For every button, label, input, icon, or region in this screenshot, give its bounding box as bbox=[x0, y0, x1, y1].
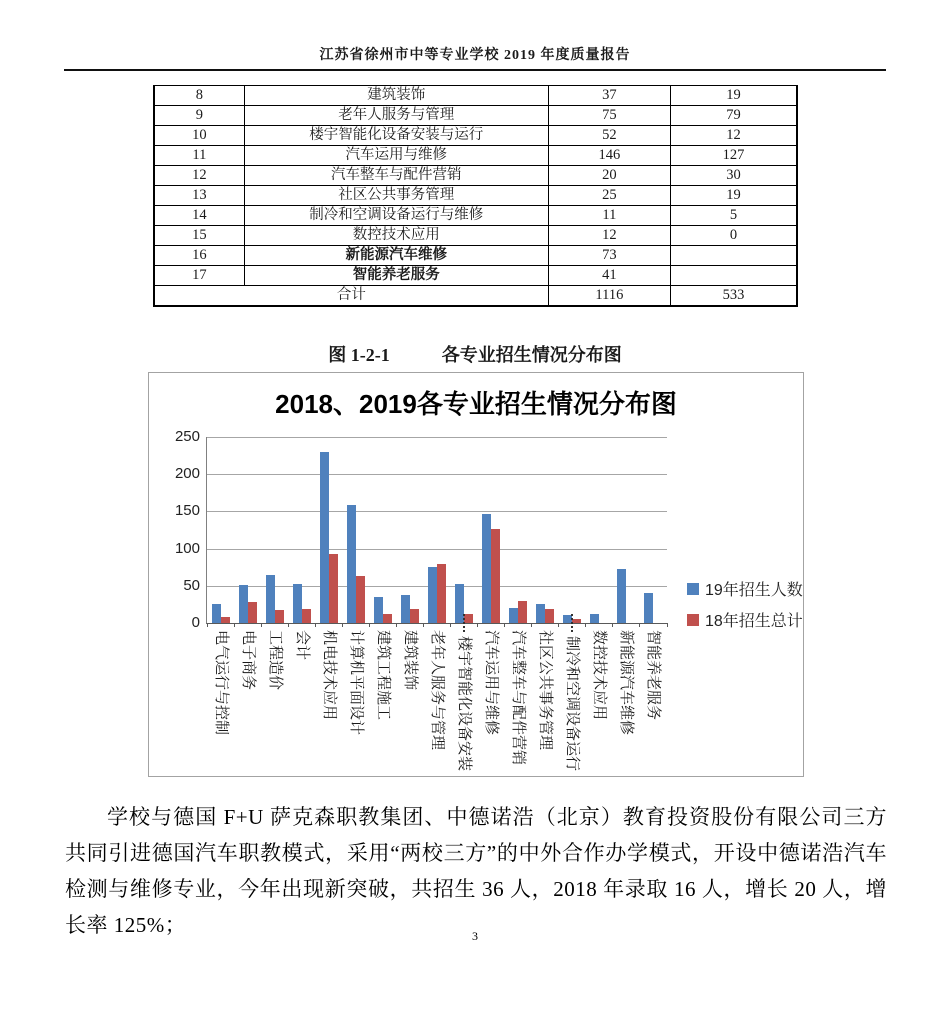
table-row bbox=[154, 206, 797, 226]
x-category-label: 电子商务 bbox=[239, 630, 257, 691]
gridline-150 bbox=[207, 511, 667, 512]
y-axis-label: 250 bbox=[174, 428, 200, 445]
bar-2019-11 bbox=[509, 608, 518, 623]
row-number: 17 bbox=[154, 266, 244, 286]
x-axis-tick bbox=[234, 623, 235, 627]
bar-2018-7 bbox=[410, 609, 419, 623]
bar-2018-8 bbox=[437, 564, 446, 623]
major-name: 制冷和空调设备运行与维修 bbox=[244, 206, 548, 226]
major-name: 新能源汽车维修 bbox=[244, 246, 548, 266]
x-axis-tick bbox=[504, 623, 505, 627]
bar-2019-10 bbox=[482, 514, 491, 623]
row-number: 16 bbox=[154, 246, 244, 266]
major-name: 智能养老服务 bbox=[244, 266, 548, 286]
table-row bbox=[154, 146, 797, 166]
x-axis-tick bbox=[315, 623, 316, 627]
enrolled-2019: 73 bbox=[548, 246, 670, 266]
y-axis-label: 200 bbox=[174, 465, 200, 483]
label-leader-dots bbox=[571, 614, 573, 632]
bar-2018-12 bbox=[545, 609, 554, 623]
page-number: 3 bbox=[472, 929, 478, 943]
major-name: 建筑装饰 bbox=[244, 86, 548, 106]
total-2019: 1116 bbox=[548, 286, 670, 307]
x-category-label: 社区公共事务管理 bbox=[537, 630, 555, 751]
bar-2019-2 bbox=[266, 575, 275, 623]
enrollment-chart bbox=[148, 372, 804, 777]
row-number: 10 bbox=[154, 126, 244, 146]
x-axis-tick bbox=[261, 623, 262, 627]
row-number: 15 bbox=[154, 226, 244, 246]
bar-2018-3 bbox=[302, 609, 311, 623]
bar-2019-16 bbox=[644, 593, 653, 624]
row-number: 12 bbox=[154, 166, 244, 186]
x-axis-tick bbox=[558, 623, 559, 627]
enrolled-2019: 146 bbox=[548, 146, 670, 166]
bar-2018-4 bbox=[329, 554, 338, 623]
x-category-label: 计算机平面设计 bbox=[347, 630, 365, 736]
major-name: 楼宇智能化设备安装与运行 bbox=[244, 126, 548, 146]
total-2018: 533 bbox=[671, 286, 797, 307]
major-name: 老年人服务与管理 bbox=[244, 106, 548, 126]
x-category-label: 制冷和空调设备运行 bbox=[564, 636, 582, 772]
page-header-title: 江苏省徐州市中等专业学校 2019 年度质量报告 bbox=[319, 48, 631, 63]
x-axis-tick bbox=[369, 623, 370, 627]
label-leader-dots bbox=[463, 614, 465, 632]
y-axis-label: 150 bbox=[174, 502, 200, 520]
bar-2018-1 bbox=[248, 602, 257, 623]
x-category-label: 数控技术应用 bbox=[591, 630, 609, 721]
x-axis-tick bbox=[667, 623, 668, 627]
enrolled-2019: 41 bbox=[548, 266, 670, 286]
bar-2019-14 bbox=[590, 614, 599, 623]
x-axis-tick bbox=[423, 623, 424, 627]
plot-area bbox=[174, 428, 667, 772]
x-category-label: 建筑装饰 bbox=[401, 630, 419, 691]
x-category-label: 工程造价 bbox=[266, 630, 284, 691]
table-row bbox=[154, 126, 797, 146]
enrolled-2018: 79 bbox=[671, 106, 797, 126]
x-axis-tick bbox=[477, 623, 478, 627]
y-axis-label: 0 bbox=[191, 614, 200, 631]
bar-2018-10 bbox=[491, 529, 500, 623]
x-axis-tick bbox=[207, 623, 208, 627]
bar-2018-2 bbox=[275, 610, 284, 623]
x-category-label: 机电技术应用 bbox=[320, 630, 338, 721]
x-category-label: 老年人服务与管理 bbox=[429, 630, 446, 751]
chart-legend bbox=[687, 577, 803, 639]
major-name: 汽车整车与配件营销 bbox=[244, 166, 548, 186]
bar-2018-6 bbox=[383, 614, 392, 623]
total-label: 合计 bbox=[154, 286, 548, 307]
enrolled-2018: 12 bbox=[671, 126, 797, 146]
bar-2019-3 bbox=[293, 584, 302, 623]
row-number: 9 bbox=[154, 106, 244, 126]
legend-label: 19年招生人数 bbox=[705, 582, 803, 599]
enrolled-2018 bbox=[671, 246, 797, 266]
enrolled-2019: 11 bbox=[548, 206, 670, 226]
x-category-label: 新能源汽车维修 bbox=[618, 630, 636, 736]
bar-2019-8 bbox=[428, 567, 437, 623]
table-row bbox=[154, 266, 797, 286]
table-row bbox=[154, 226, 797, 246]
table-total-row bbox=[154, 286, 797, 307]
bar-2019-0 bbox=[212, 604, 221, 623]
x-axis-tick bbox=[585, 623, 586, 627]
header-rule bbox=[64, 69, 886, 71]
x-axis-tick bbox=[531, 623, 532, 627]
legend-item-2018 bbox=[687, 608, 803, 631]
enrolled-2018: 30 bbox=[671, 166, 797, 186]
table-row bbox=[154, 246, 797, 266]
table-row bbox=[154, 186, 797, 206]
bar-2019-4 bbox=[320, 452, 329, 623]
gridline-250 bbox=[207, 437, 667, 438]
enrolled-2018 bbox=[671, 266, 797, 286]
enrolled-2018: 127 bbox=[671, 146, 797, 166]
bar-2019-1 bbox=[239, 585, 248, 623]
enrolled-2019: 75 bbox=[548, 106, 670, 126]
gridline-100 bbox=[207, 549, 667, 550]
enrolled-2019: 25 bbox=[548, 186, 670, 206]
table-row bbox=[154, 166, 797, 186]
enrolled-2018: 19 bbox=[671, 86, 797, 106]
enrolled-2019: 52 bbox=[548, 126, 670, 146]
enrolled-2018: 19 bbox=[671, 186, 797, 206]
legend-swatch bbox=[687, 583, 699, 595]
x-category-label: 汽车运用与维修 bbox=[483, 630, 501, 736]
major-name: 汽车运用与维修 bbox=[244, 146, 548, 166]
x-category-label: 智能养老服务 bbox=[645, 630, 663, 721]
row-number: 11 bbox=[154, 146, 244, 166]
legend-swatch bbox=[687, 614, 699, 626]
legend-item-2019 bbox=[687, 577, 803, 600]
x-axis-tick bbox=[288, 623, 289, 627]
enrolled-2019: 20 bbox=[548, 166, 670, 186]
enrolled-2018: 5 bbox=[671, 206, 797, 226]
x-axis-tick bbox=[342, 623, 343, 627]
row-number: 8 bbox=[154, 86, 244, 106]
x-axis-tick bbox=[396, 623, 397, 627]
bar-2018-0 bbox=[221, 617, 230, 623]
major-name: 社区公共事务管理 bbox=[244, 186, 548, 206]
bar-2018-11 bbox=[518, 601, 527, 623]
x-axis-tick bbox=[450, 623, 451, 627]
table-row bbox=[154, 86, 797, 106]
table-row bbox=[154, 106, 797, 126]
body-paragraph: 学校与德国 F+U 萨克森职教集团、中德诺浩（北京）教育投资股份有限公司三方共同引进德国汽车职教模式，采用“两校三方”的中外合作办学模式，开设中德诺浩汽车检测与维修专业，今年出现新突破，共招生 36 人，2018 年录取 16 人，增长 20 人，增长率 125%； bbox=[65, 805, 887, 937]
bar-2019-15 bbox=[617, 569, 626, 623]
x-category-label: 会计 bbox=[293, 630, 311, 661]
x-category-label: 电气运行与控制 bbox=[212, 630, 230, 736]
row-number: 13 bbox=[154, 186, 244, 206]
figure-caption-label: 图 1-2-1 bbox=[328, 345, 390, 365]
bar-2018-9 bbox=[464, 614, 473, 623]
chart-title: 2018、2019各专业招生情况分布图 bbox=[275, 389, 677, 419]
enrolled-2019: 37 bbox=[548, 86, 670, 106]
enrolled-2018: 0 bbox=[671, 226, 797, 246]
legend-label: 18年招生总计 bbox=[705, 613, 803, 630]
y-axis-label: 100 bbox=[174, 539, 200, 557]
x-axis-tick bbox=[612, 623, 613, 627]
bar-2018-5 bbox=[356, 576, 365, 623]
major-name: 数控技术应用 bbox=[244, 226, 548, 246]
bar-2019-12 bbox=[536, 604, 545, 623]
y-axis-label: 50 bbox=[183, 576, 200, 594]
enrollment-table bbox=[153, 85, 798, 307]
enrolled-2019: 12 bbox=[548, 226, 670, 246]
bar-2019-5 bbox=[347, 505, 356, 623]
row-number: 14 bbox=[154, 206, 244, 226]
figure-caption-title: 各专业招生情况分布图 bbox=[441, 345, 622, 365]
x-category-label: 汽车整车与配件营销 bbox=[510, 630, 528, 766]
x-category-label: 楼宇智能化设备安装 bbox=[456, 636, 474, 772]
bar-2019-7 bbox=[401, 595, 410, 623]
x-category-label: 建筑工程施工 bbox=[374, 630, 392, 721]
figure-caption bbox=[0, 341, 950, 367]
x-axis-tick bbox=[639, 623, 640, 627]
bar-2018-13 bbox=[572, 619, 581, 623]
bar-2019-6 bbox=[374, 597, 383, 623]
gridline-200 bbox=[207, 474, 667, 475]
